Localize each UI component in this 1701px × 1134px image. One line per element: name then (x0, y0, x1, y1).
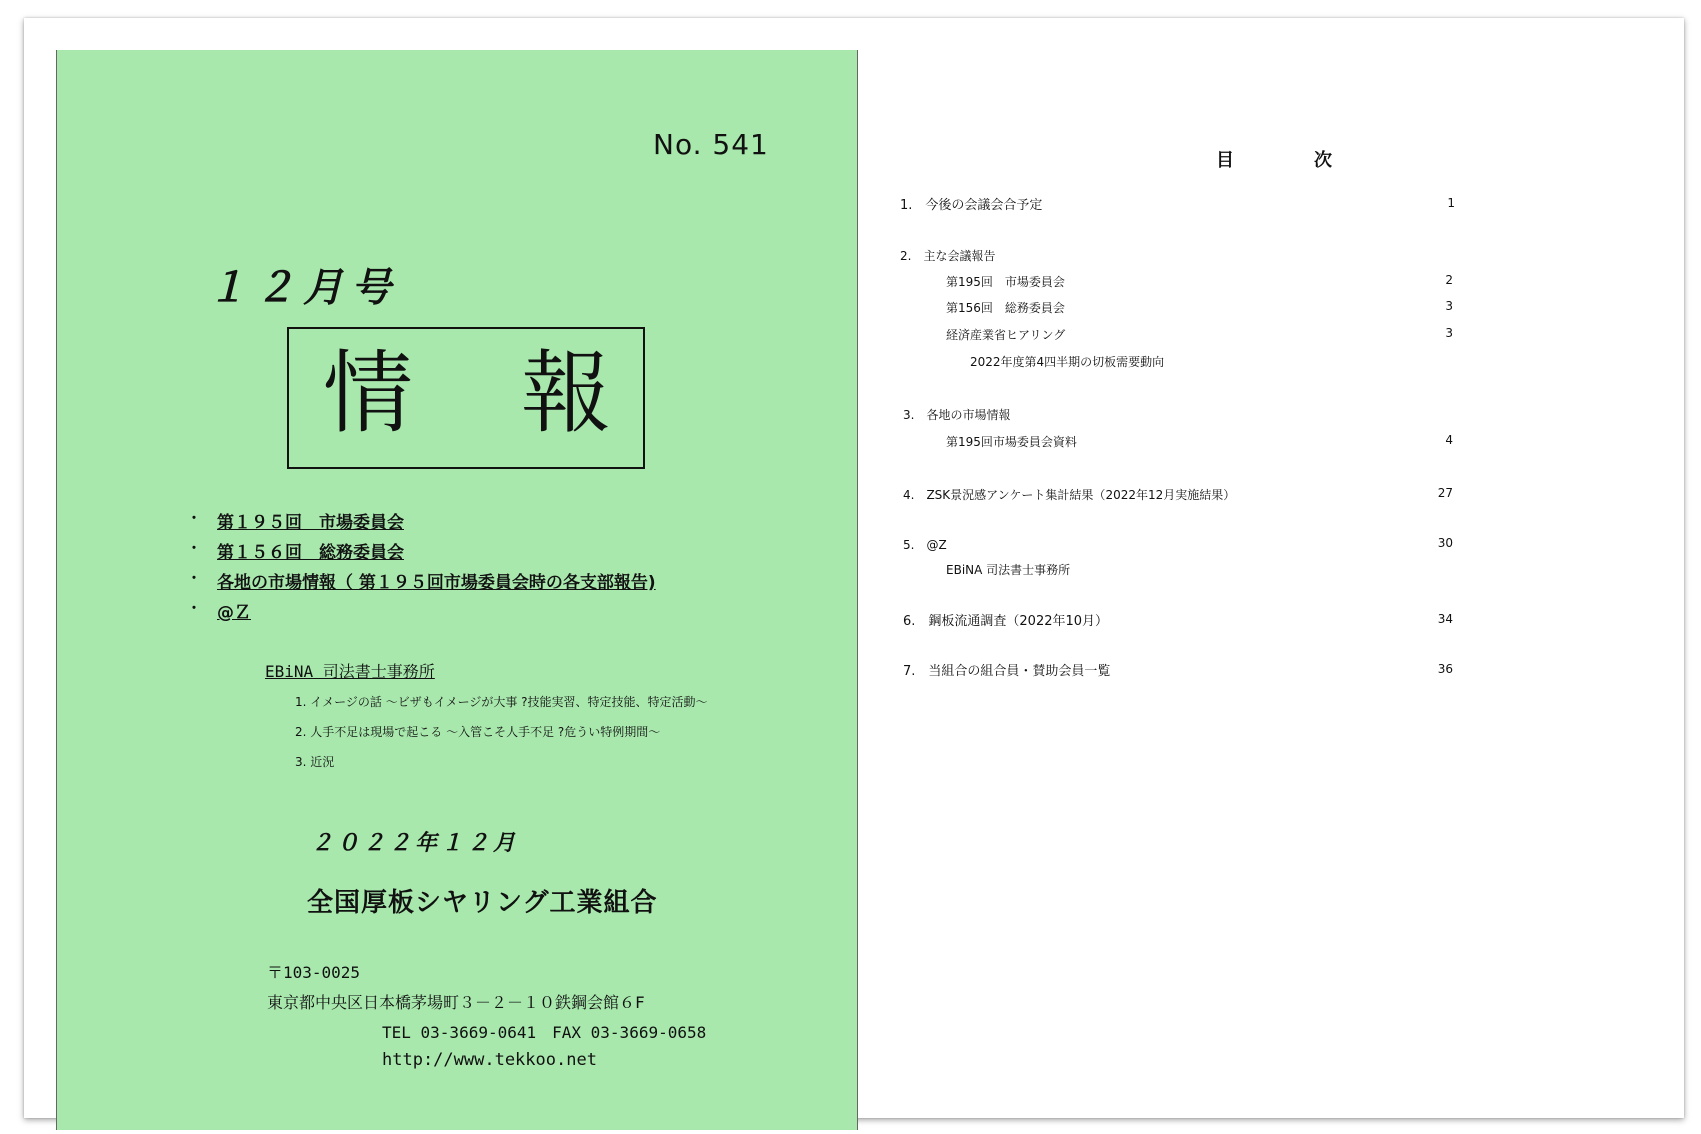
toc-page-number: 36 (1437, 662, 1453, 676)
toc-page-number: 30 (1437, 536, 1453, 550)
cover-page (56, 50, 858, 1130)
bullet: ・ (187, 511, 201, 527)
toc-entry: 2. 主な会議報告 (900, 249, 996, 263)
toc-entry: 第195回市場委員会資料 (946, 435, 1077, 449)
toc-entry: 5. @Z (903, 538, 947, 552)
highlight-text: 第１５６回 総務委員会 (217, 543, 404, 563)
toc-entry: EBiNA 司法書士事務所 (946, 563, 1071, 577)
toc-entry: 7. 当組合の組合員・賛助会員一覧 (903, 664, 1111, 679)
website-link[interactable]: http://www.tekkoo.net (382, 1050, 597, 1070)
toc-entry: 2022年度第4四半期の切板需要動向 (970, 355, 1165, 369)
sub-item: 3. 近況 (295, 755, 335, 769)
issue-date: ２０２２年１２月 (311, 830, 520, 856)
toc-entry: 4. ZSK景況感アンケート集計結果（2022年12月実施結果） (903, 488, 1236, 502)
toc-entry: 経済産業省ヒアリング (946, 328, 1066, 342)
highlight-text: 第１９５回 市場委員会 (217, 513, 404, 533)
sub-item: 2. 人手不足は現場で起こる ～入管こそ人手不足 ?危うい特例期間～ (295, 725, 661, 739)
title-box (287, 327, 645, 469)
toc-entry: 3. 各地の市場情報 (903, 408, 1011, 422)
toc-entry: 第156回 総務委員会 (946, 301, 1065, 315)
toc-entry: 第195回 市場委員会 (946, 275, 1065, 289)
toc-title-char-2: 次 (1314, 150, 1332, 171)
toc-page-number: 1 (1447, 196, 1455, 210)
office-sub-items (295, 693, 708, 783)
address: 東京都中央区日本橋茅場町３－２－１０鉄鋼会館６F (267, 993, 645, 1012)
bullet: ・ (187, 541, 201, 557)
highlight-text: 各地の市場情報（ 第１９５回市場委員会時の各支部報告) (217, 573, 656, 593)
toc-page (858, 18, 1684, 1118)
toc-page-number: 3 (1445, 299, 1453, 313)
toc-page-number: 4 (1445, 433, 1453, 447)
highlight-text: @Ｚ (217, 603, 251, 623)
title-char-1: 情 (323, 341, 413, 446)
toc-page-number: 27 (1437, 486, 1453, 500)
toc-page-number: 3 (1445, 326, 1453, 340)
bullet: ・ (187, 601, 201, 617)
document-spread (24, 18, 1684, 1118)
toc-title (1216, 146, 1332, 172)
tel-fax: TEL 03-3669-0641 FAX 03-3669-0658 (382, 1023, 707, 1042)
toc-entry: 6. 鋼板流通調査（2022年10月） (903, 614, 1109, 629)
bullet: ・ (187, 571, 201, 587)
title-char-2: 報 (521, 341, 611, 446)
office-name: EBiNA 司法書士事務所 (265, 662, 435, 681)
issue-number: No. 541 (653, 128, 769, 161)
organization-name: 全国厚板シヤリング工業組合 (307, 888, 658, 918)
month-title: １２月号 (207, 264, 399, 311)
zip-code: 〒103-0025 (267, 963, 361, 982)
sub-item: 1. イメージの話 ～ビザもイメージが大事 ?技能実習、特定技能、特定活動～ (295, 695, 708, 709)
toc-title-char-1: 目 (1216, 150, 1234, 171)
toc-page-number: 34 (1437, 612, 1453, 626)
toc-page-number: 2 (1445, 273, 1453, 287)
toc-entry: 1. 今後の会議会合予定 (900, 198, 1043, 213)
